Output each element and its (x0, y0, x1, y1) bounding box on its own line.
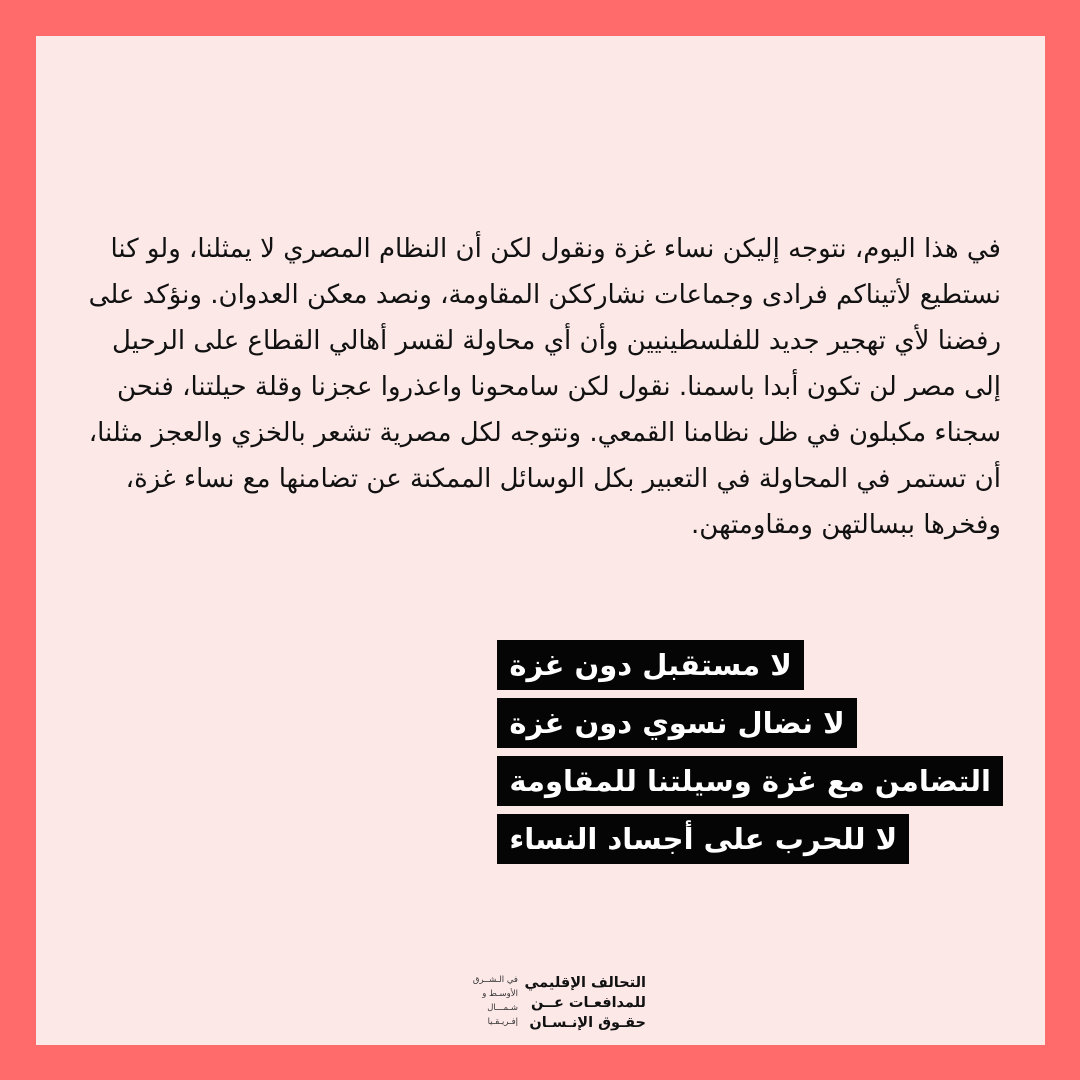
logo-main-text (521, 973, 646, 1033)
logo-sub-line: إفـريـقـيا (487, 1017, 518, 1027)
logo-main-line: حقـوق الإنـسـان (529, 1015, 646, 1031)
slogan-3: التضامن مع غزة وسيلتنا للمقاومة (497, 756, 1003, 806)
slogan-4: لا للحرب على أجساد النساء (497, 814, 909, 864)
logo-sub-line: الأوسـط و (482, 989, 518, 999)
logo-sub-text (446, 973, 518, 1029)
logo-sub-line: في الـشــرق (472, 975, 518, 985)
slogan-list (497, 640, 1003, 864)
organization-logo (446, 973, 646, 1035)
slogan-1: لا مستقبل دون غزة (497, 640, 803, 690)
logo-sub-line: شـمـــال (487, 1003, 518, 1013)
slogan-2: لا نضال نسوي دون غزة (497, 698, 856, 748)
statement-text: في هذا اليوم، نتوجه إليكن نساء غزة ونقول لكن أن النظام المصري لا يمثلنا، ولو كنا نستطيع لأتيناكم فرادى وجماعات نشارككن المقاومة، ونصد معكن العدوان. ونؤكد على رفضنا لأي تهجير جديد للفلسطينيين وأن أي محاولة لقسر أهالي القطاع على الرحيل إلى مصر لن تكون أبدا باسمنا. نقول لكن سامحونا واعذروا عجزنا وقلة حيلتنا، فنحن سجناء مكبلون في ظل نظامنا القمعي. ونتوجه لكل مصرية تشعر بالخزي والعجز مثلنا، أن تستمر في المحاولة في التعبير بكل الوسائل الممكنة عن تضامنها مع نساء غزة، وفخرها ببسالتهن ومقاومتهن. (88, 234, 1001, 540)
logo-main-line: التحالف الإقليمي (524, 975, 646, 991)
logo-main-line: للمدافعـات عــن (531, 995, 646, 1011)
poster-frame (36, 36, 1045, 1045)
